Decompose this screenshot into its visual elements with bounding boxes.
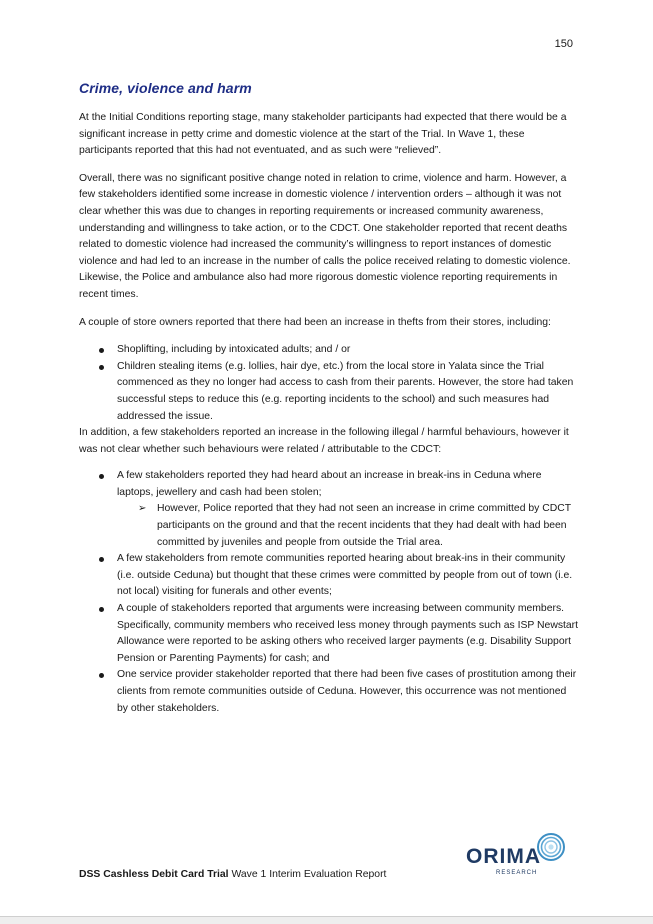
- paragraph-in-addition: In addition, a few stakeholders reported an increase in the following illegal / harmful behaviours, however it was not clear whether such behaviours were related / attributable to the CDCT:: [79, 427, 569, 455]
- bullet-icon: [99, 365, 104, 370]
- footer-title: DSS Cashless Debit Card Trial Wave 1 Interim Evaluation Report: [79, 869, 387, 880]
- document-body: [79, 80, 579, 727]
- bullet-icon: [99, 348, 104, 353]
- bullet-icon: [99, 474, 104, 479]
- arrow-bullet-icon: ➢: [138, 503, 147, 515]
- section-heading: Crime, violence and harm: [79, 80, 252, 96]
- logo-wordmark: ORIMA: [466, 845, 541, 868]
- sub-list-item: ➢ However, Police reported that they had not seen an increase in crime committed by CDCT participants on the ground and that the recent incidents that they had dealt with had been committed by juveniles and people from outside the Trial area.: [138, 503, 571, 548]
- bullet-icon: [99, 607, 104, 612]
- list-item: Children stealing items (e.g. lollies, hair dye, etc.) from the local store in Yalata since the Trial commenced as they no longer had access to cash from their parents. However, the store had taken successful steps to reduce this (e.g. reporting incidents to the school) and such measures had addressed the issue.: [79, 359, 579, 425]
- orima-logo: [466, 832, 566, 882]
- list-item: One service provider stakeholder reported that there had been five cases of prostitution among their clients from remote communities outside of Ceduna. However, this occurrence was not mentioned by other stakeholders.: [79, 667, 579, 717]
- behaviours-list: [79, 468, 579, 717]
- logo-subtitle: RESEARCH: [496, 870, 538, 876]
- sub-list: [117, 501, 579, 551]
- paragraph-initial-conditions: At the Initial Conditions reporting stage, many stakeholder participants had expected that there would be a significant increase in petty crime and domestic violence at the start of the Trial. In Wave 1, these participants reported that this had not eventuated, and as such were “relieved”.: [79, 112, 567, 157]
- bullet-icon: [99, 673, 104, 678]
- list-item: A few stakeholders from remote communities reported hearing about break-ins in their community (i.e. outside Ceduna) but thought that these crimes were committed by people from out of town (i.e. not local) visiting for funerals and other events;: [79, 551, 579, 601]
- page-number: 150: [554, 38, 573, 50]
- list-item: A couple of stakeholders reported that arguments were increasing between community members. Specifically, community members who received less money through payments such as ISP Newstart Allowance were reported to be asking others who received larger payments (e.g. Disability Support Pension or Parenting Payments) for cash; and: [79, 601, 579, 667]
- theft-list: [79, 342, 579, 425]
- list-item: Shoplifting, including by intoxicated adults; and / or: [79, 342, 579, 359]
- paragraph-overall: Overall, there was no significant positive change noted in relation to crime, violence and harm. However, a few stakeholders identified some increase in domestic violence / intervention orders – although it was not clear whether this was due to changes in reporting requirements or increased community awareness, understanding and willingness to take action, or to the CDCT. One stakeholder reported that recent deaths related to domestic violence had increased the community’s willingness to report instances of domestic violence and had led to an increase in the number of calls the police received relating to domestic violence. Likewise, the Police and ambulance also had more rigorous domestic violence reporting requirements in recent times.: [79, 172, 571, 300]
- list-item: A few stakeholders reported they had heard about an increase in break-ins in Ceduna where laptops, jewellery and cash had been stolen; ➢ However, Police reported that they had not seen an increase in crime committed by CDCT participants on the ground and that the recent incidents that they had dealt with had been committed by juveniles and people from outside the Trial area.: [79, 468, 579, 551]
- paragraph-store-owners: A couple of store owners reported that there had been an increase in thefts from their stores, including:: [79, 316, 551, 328]
- bullet-icon: [99, 557, 104, 562]
